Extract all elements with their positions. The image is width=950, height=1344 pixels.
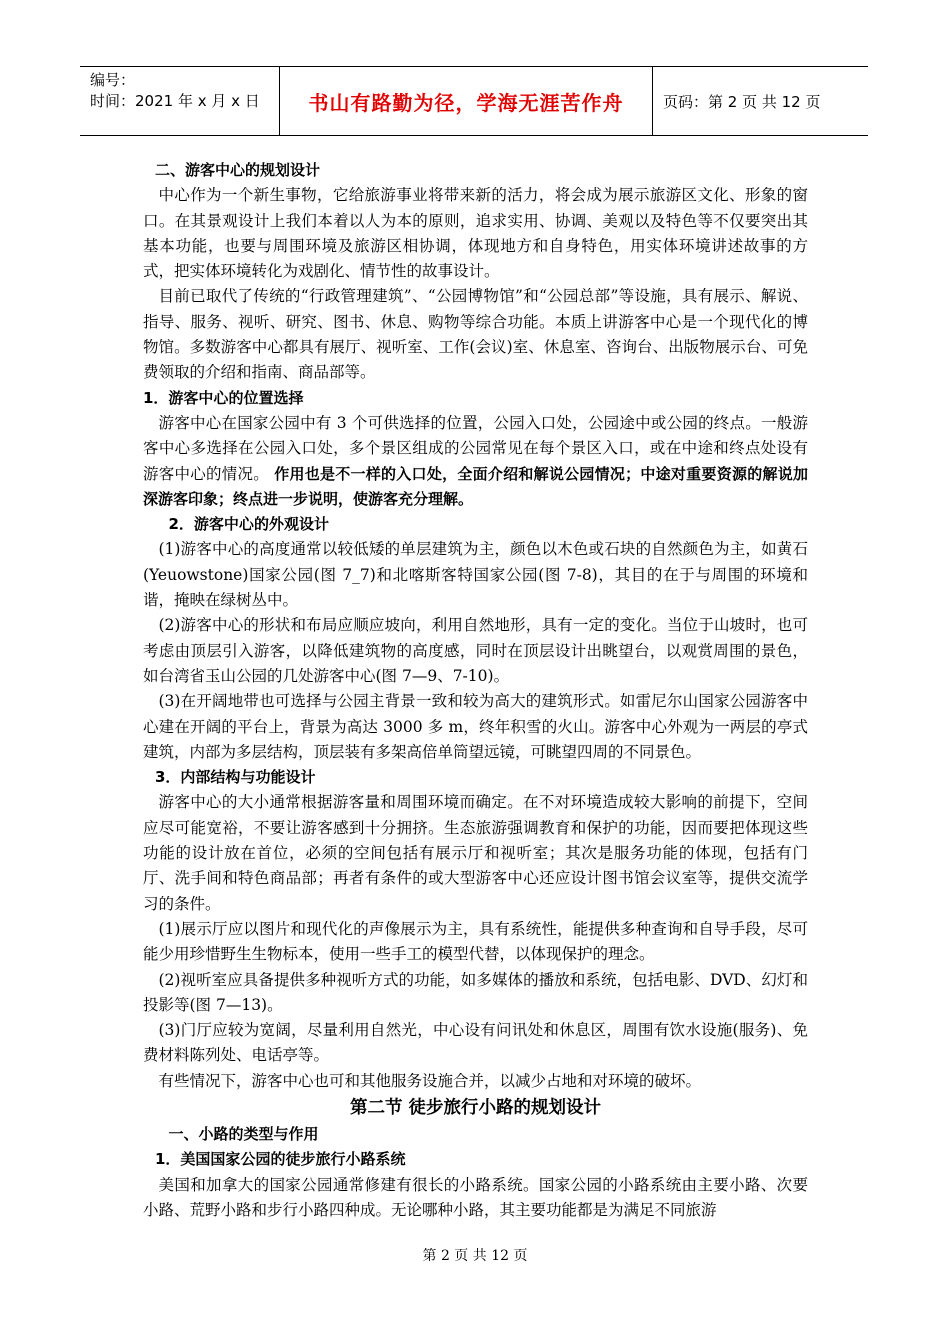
heading-exterior-design: 2．游客中心的外观设计	[168, 515, 329, 534]
paragraph	[143, 411, 808, 512]
heading-location-selection: 1．游客中心的位置选择	[143, 388, 304, 407]
paragraph: 有些情况下，游客中心也可和其他服务设施合并，以减少占地和对环境的破坏。	[158, 1071, 702, 1090]
page-header	[80, 66, 868, 136]
document-body	[143, 158, 808, 1223]
paragraph: (2)视听室应具备提供多种视听方式的功能，如多媒体的播放和系统，包括电影、DVD、幻灯和投影等(图 7—13)。	[143, 970, 808, 1014]
document-time-label: 时间：2021 年 x 月 x 日	[90, 92, 260, 110]
header-page-info: 页码：第 2 页 共 12 页	[663, 92, 821, 111]
heading-trail-types: 一、小路的类型与作用	[168, 1124, 319, 1143]
header-motto: 书山有路勤为径，学海无涯苦作舟	[280, 67, 653, 135]
paragraph: 美国和加拿大的国家公园通常修建有很长的小路系统。国家公园的小路系统由主要小路、次要小路、荒野小路和步行小路四种成。无论哪种小路，其主要功能都是为满足不同旅游	[143, 1175, 808, 1219]
paragraph: (3)门厅应较为宽阔，尽量利用自然光，中心设有问讯处和休息区，周围有饮水设施(服务)、免费材料陈列处、电话亭等。	[143, 1021, 808, 1065]
paragraph: (3)在开阔地带也可选择与公园主背景一致和较为高大的建筑形式。如雷尼尔山国家公园游客中心建在开阔的平台上，背景为高达 3000 多 m，终年积雪的火山。游客中心外观为一两层的亭式建筑，内部为多层结构，顶层装有多架高倍单筒望远镜，可眺望四周的不同景色。	[143, 692, 808, 761]
heading-visitor-center-planning: 二、游客中心的规划设计	[155, 161, 321, 179]
paragraph: (1)展示厅应以图片和现代化的声像展示为主，具有系统性，能提供多种查询和自导手段，尽可能少用珍惜野生生物标本，使用一些手工的模型代替，以体现保护的理念。	[143, 919, 808, 964]
paragraph-bold-text: 作用也是不一样的入口处，全面介绍和解说公园情况；中途对重要资源的解说加深游客印象；终点进一步说明，使游客充分理解。	[143, 464, 808, 508]
paragraph: (1)游客中心的高度通常以较低矮的单层建筑为主，颜色以木色或石块的自然颜色为主，如黄石(Yeuowstone)国家公园(图 7_7)和北喀斯客特国家公园(图 7-8)，其目的在于与周围的环境和谐，掩映在绿树丛中。	[143, 540, 808, 610]
page-footer: 第 2 页 共 12 页	[422, 1248, 528, 1264]
document-number-label: 编号：	[90, 71, 136, 89]
heading-interior-structure: 3．内部结构与功能设计	[155, 768, 316, 787]
paragraph: 中心作为一个新生事物，它给旅游事业将带来新的活力，将会成为展示旅游区文化、形象的窗口。在其景观设计上我们本着以人为本的原则，追求实用、协调、美观以及特色等不仅要突出其基本功能，也要与周围环境及旅游区相协调，体现地方和自身特色，用实体环境讲述故事的方式，把实体环境转化为戏剧化、情节性的故事设计。	[143, 186, 808, 281]
paragraph: (2)游客中心的形状和布局应顺应坡向，利用自然地形，具有一定的变化。当位于山坡时，也可考虑由顶层引入游客，以降低建筑物的高度感，同时在顶层设计出眺望台，以观赏周围的景色，如台湾省玉山公园的几处游客中心(图 7—9、7-10)。	[143, 616, 808, 685]
paragraph: 目前已取代了传统的“行政管理建筑”、“公园博物馆”和“公园总部”等设施，具有展示、解说、指导、服务、视听、研究、图书、休息、购物等综合功能。本质上讲游客中心是一个现代化的博物馆。多数游客中心都具有展厅、视听室、工作(会议)室、休息室、咨询台、出版物展示台、可免费领取的介绍和指南、商品部等。	[143, 287, 808, 382]
heading-us-trail-system: 1．美国国家公园的徒步旅行小路系统	[155, 1150, 406, 1169]
header-meta	[80, 67, 280, 135]
section-title: 第二节 徒步旅行小路的规划设计	[349, 1097, 602, 1118]
paragraph-text: 游客中心在国家公园中有 3 个可供选择的位置，公园入口处，公园途中或公园的终点。一般游客中心多选择在公园入口处，多个景区组成的公园常见在每个景区入口，或在中途和终点处设有游客中心的情况。	[143, 413, 808, 483]
paragraph: 游客中心的大小通常根据游客量和周围环境而确定。在不对环境造成较大影响的前提下，空间应尽可能宽裕，不要让游客感到十分拥挤。生态旅游强调教育和保护的功能，因而要把体现这些功能的设计放在首位，必须的空间包括有展示厅和视听室；其次是服务功能的体现，包括有门厅、洗手间和特色商品部；再者有条件的或大型游客中心还应设计图书馆会议室等，提供交流学习的条件。	[143, 793, 808, 913]
